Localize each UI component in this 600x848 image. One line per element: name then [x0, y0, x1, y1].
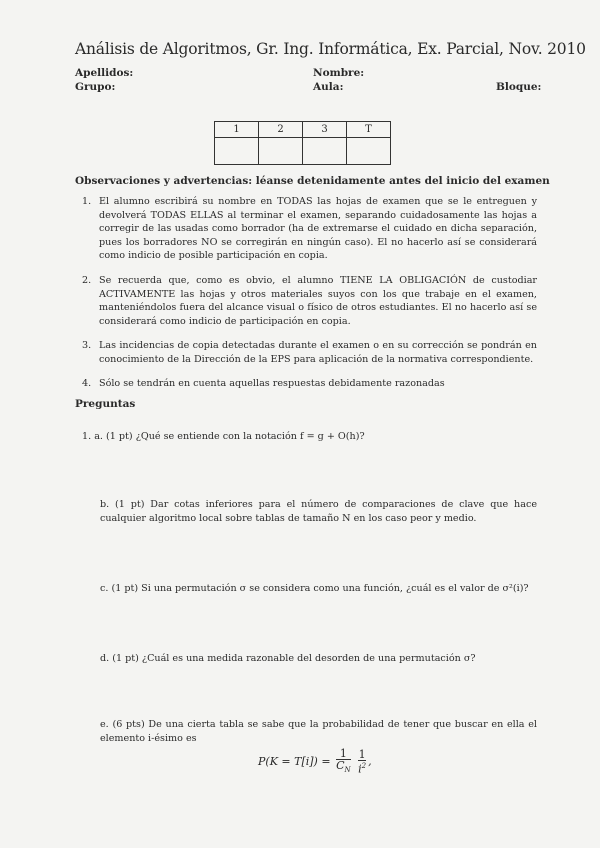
grade-col-1: 1 [215, 122, 259, 138]
observation-num: 4. [82, 378, 92, 389]
question-1c: c. (1 pt) Si una permutación σ se considera como una función, ¿cuál es el valor de σ²(i)? [100, 583, 529, 594]
grupo-label: Grupo: [75, 81, 116, 93]
observation-text: Sólo se tendrán en cuenta aquellas respuestas debidamente razonadas [99, 378, 445, 389]
formula-sub: N [344, 766, 351, 775]
formula-numerator-2: 1 [358, 748, 366, 762]
formula-denominator-2: i [358, 762, 362, 776]
formula-numerator-1: 1 [339, 747, 347, 760]
probability-formula [258, 748, 372, 776]
question-1d: d. (1 pt) ¿Cuál es una medida razonable del desorden de una permutación σ? [100, 653, 476, 664]
question-1b: b. (1 pt) Dar cotas inferiores para el número de comparaciones de clave que hace cualquier algoritmo local sobre tablas de tamaño N en los caso peor y medio. [100, 499, 537, 524]
grade-cell-3[interactable] [303, 138, 347, 165]
grade-cell-total[interactable] [347, 138, 391, 165]
observation-num: 1. [82, 196, 92, 207]
formula-fraction-2 [358, 749, 366, 775]
observation-num: 2. [82, 275, 92, 286]
observation-text: El alumno escribirá su nombre en TODAS las hojas de examen que se le entreguen y devolverá TODAS ELLAS al terminar el examen, separando cuidadosamente las hojas a corregir de las usadas como borrador (ha de extremarse el cuidado en dicha separación, pues los borradores NO se corregirán en ningún caso). El no hacerlo así se considerará como indicio de posible participación en copia. [99, 196, 537, 262]
question-1a: 1. a. (1 pt) ¿Qué se entiende con la notación f = g + O(h)? [82, 431, 365, 442]
formula-sup: 2 [361, 762, 367, 771]
grade-table [214, 121, 391, 165]
questions-heading: Preguntas [75, 398, 136, 410]
aula-label: Aula: [313, 81, 344, 93]
observation-text: Las incidencias de copia detectadas durante el examen o en su corrección se pondrán en conocimiento de la Dirección de la EPS para aplicación de la normativa correspondiente. [99, 340, 537, 365]
observation-item-1 [82, 195, 537, 263]
bloque-label: Bloque: [496, 81, 542, 93]
formula-lhs: P(K = T[i]) = [258, 755, 331, 769]
observation-item-2 [82, 274, 537, 328]
formula-comma: , [368, 755, 372, 769]
observation-text: Se recuerda que, como es obvio, el alumno TIENE LA OBLIGACIÓN de custodiar ACTIVAMENTE las hojas y otros materiales suyos con los que trabaje en el examen, manteniéndolos fuera del alcance visual o físico de otros estudiantes. El no hacerlo así se considerará como indicio de participación en copia. [99, 275, 537, 327]
observation-num: 3. [82, 340, 92, 351]
observation-item-4 [82, 377, 537, 391]
grade-cell-1[interactable] [215, 138, 259, 165]
observations-heading: Observaciones y advertencias: léanse detenidamente antes del inicio del examen [75, 175, 550, 187]
grade-cell-2[interactable] [259, 138, 303, 165]
question-1e: e. (6 pts) De una cierta tabla se sabe que la probabilidad de tener que buscar en ella el elemento i-ésimo es [100, 719, 537, 744]
formula-denominator-1: C [336, 759, 345, 772]
formula-fraction-1 [336, 748, 351, 776]
grade-col-3: 3 [303, 122, 347, 138]
grade-col-total: T [347, 122, 391, 138]
apellidos-label: Apellidos: [75, 67, 134, 79]
observation-item-3 [82, 339, 537, 366]
page-title: Análisis de Algoritmos, Gr. Ing. Informática, Ex. Parcial, Nov. 2010 [75, 40, 586, 58]
nombre-label: Nombre: [313, 67, 365, 79]
grade-col-2: 2 [259, 122, 303, 138]
